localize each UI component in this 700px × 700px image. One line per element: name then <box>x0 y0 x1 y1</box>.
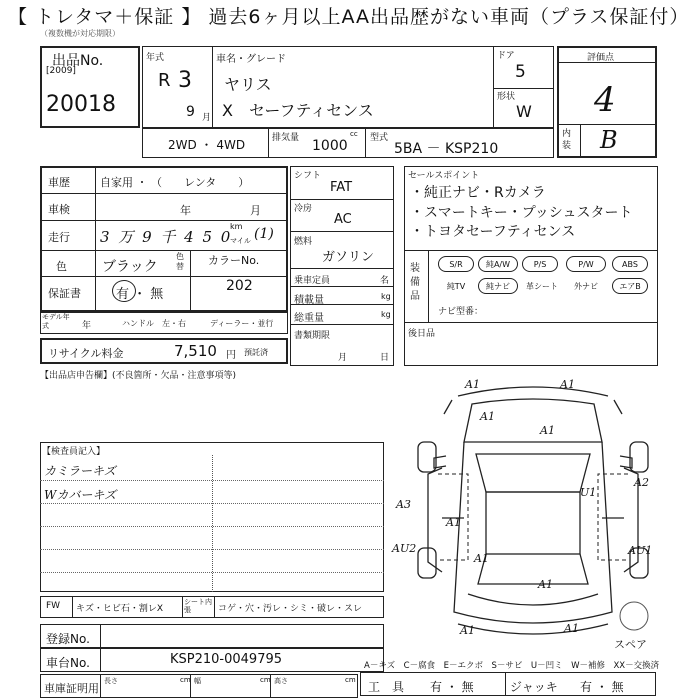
year-era: R <box>158 70 171 91</box>
model-year-year: 年 <box>82 321 92 331</box>
jack-value: 有 ・ 無 <box>580 680 624 694</box>
wheel-front-right <box>630 442 648 472</box>
ac-value: AC <box>334 212 352 227</box>
recycle-value: 7,510 <box>174 342 217 360</box>
mark-8: U1 <box>580 486 597 499</box>
inspector-note-2: Wカバーキズ <box>44 488 117 502</box>
equip-aw: 純A/W <box>478 256 518 272</box>
mark-10: AU1 <box>628 544 653 557</box>
body-outline <box>454 442 612 623</box>
notes-label: 【出品店申告欄】(不良箇所・欠品・注意事項等) <box>40 371 237 381</box>
car-name: ヤリス <box>224 75 272 94</box>
banner-title: 【 トレタマ＋保証 】 過去6ヶ月以上AA出品歴がない車両（プラス保証付） <box>8 6 690 28</box>
left-side <box>428 468 442 572</box>
warranty-label: 保証書 <box>48 287 81 300</box>
mark-11: A1 <box>474 552 489 565</box>
mark-12: A1 <box>538 578 553 591</box>
gross-unit: kg <box>381 310 391 319</box>
warranty-circle <box>112 280 136 302</box>
mark-3: A1 <box>480 410 495 423</box>
retrofit-label: 後日品 <box>408 329 436 339</box>
wheel-rear-left <box>418 548 436 578</box>
lot-number: 20018 <box>46 92 116 117</box>
cert-height-unit: cm <box>345 676 356 684</box>
equip-ext-navi: 外ナビ <box>574 282 598 291</box>
cert-width-unit: cm <box>260 676 271 684</box>
sales-point-1: ・純正ナビ・Rカメラ <box>410 185 546 201</box>
color-label: 色 <box>56 260 67 273</box>
color-value: ブラック <box>102 259 158 275</box>
chassis-label: 車台No. <box>46 656 90 670</box>
seat-value: コゲ・穴・汚レ・シミ・破レ・スレ <box>218 604 363 614</box>
equip-ps: P/S <box>522 256 558 272</box>
equip-sr: S/R <box>438 256 474 272</box>
inspection-label: 車検 <box>48 203 70 216</box>
shift-label: シフト <box>294 171 322 181</box>
mileage-note: (1) <box>254 226 274 242</box>
spare-tire-icon <box>620 602 648 630</box>
displacement-value: 1000 <box>312 138 348 154</box>
doc-label: 書類期限 <box>294 331 331 341</box>
mark-5: A3 <box>396 498 411 511</box>
shape-value: W <box>516 102 532 121</box>
color-change-label: 色替 <box>176 252 184 271</box>
mileage-label: 走行 <box>48 231 70 244</box>
mark-2: A1 <box>560 378 575 391</box>
year-month-unit: 月 <box>202 113 212 123</box>
car-label: 車名・グレード <box>216 54 286 65</box>
cert-label: 車庫証明用 <box>44 682 99 695</box>
inspector-label: 【検査員記入】 <box>42 447 106 457</box>
sales-point-2: ・スマートキー・プッシュスタート <box>410 205 633 221</box>
lot-label: 出品No. <box>52 53 104 69</box>
fw-label: FW <box>46 601 61 611</box>
equip-tv: 純TV <box>446 282 466 291</box>
roof <box>486 492 580 554</box>
gross-label: 総重量 <box>294 313 324 324</box>
equip-leather: 革シート <box>526 282 558 291</box>
fw-value: キズ・ヒビ石・割レX <box>76 604 163 614</box>
recycle-unit: 円 <box>226 350 236 361</box>
chassis-value: KSP210-0049795 <box>170 652 283 667</box>
inspection-month: 月 <box>250 204 261 217</box>
shape-label: 形状 <box>497 92 516 102</box>
lot-box <box>40 46 140 128</box>
mark-14: A1 <box>564 622 579 635</box>
legend: A－キズ C－腐食 E－エクボ S－サビ U－凹ミ W－補修 XX－交換済 <box>364 661 660 671</box>
load-label: 積載量 <box>294 295 324 306</box>
model-year-label: モデル年式 <box>42 313 70 330</box>
doors-value: 5 <box>515 62 526 82</box>
tools-value: 有 ・ 無 <box>430 680 474 694</box>
drive-value: 2WD ・ 4WD <box>168 138 246 152</box>
fuel-label: 燃料 <box>294 237 313 247</box>
model-value: 5BA － KSP210 <box>394 141 499 157</box>
shift-value: FAT <box>330 180 353 195</box>
mileage-unit-km: km <box>230 222 243 231</box>
mileage-unit-mile: マイル <box>230 237 251 245</box>
equip-pw: P/W <box>566 256 606 272</box>
model-label: 型式 <box>370 133 389 143</box>
capacity-label: 乗車定員 <box>294 276 331 286</box>
sales-points-label: セールスポイント <box>408 171 480 181</box>
cert-len: 長さ <box>104 677 118 685</box>
equip-airbag: エアB <box>612 278 648 294</box>
inspector-note-1: カミラーキズ <box>44 464 116 478</box>
model-year-handle: ハンドル 左・右 <box>122 319 186 328</box>
mark-6: A2 <box>634 476 649 489</box>
cert-width: 幅 <box>194 677 201 685</box>
recycle-note: 預託済 <box>244 348 268 357</box>
reg-row <box>40 624 384 648</box>
doc-day: 日 <box>380 353 390 363</box>
mark-7: A1 <box>446 516 461 529</box>
equip-navi: 純ナビ <box>478 278 518 294</box>
spare-label: スペア <box>614 638 647 651</box>
mark-1: A1 <box>465 378 480 391</box>
rear-window <box>478 554 588 584</box>
mark-13: A1 <box>460 624 475 637</box>
mileage-value: 3 万 9 千 4 5 0 <box>100 228 233 246</box>
lot-stamp: [2009] <box>46 66 76 76</box>
tools-label: 工 具 <box>368 680 405 694</box>
rear-bumper <box>458 624 608 634</box>
ac-label: 冷房 <box>294 204 313 214</box>
mark-4: A1 <box>540 424 555 437</box>
score-label: 評価点 <box>587 53 615 63</box>
equip-abs: ABS <box>612 256 648 272</box>
car-diagram <box>388 372 678 650</box>
car-grade: X セーフティセンス <box>222 101 374 120</box>
interior-label: 内装 <box>562 129 572 151</box>
displacement-unit: cc <box>350 130 358 138</box>
doc-month: 月 <box>338 353 348 363</box>
seat-label: シート内張 <box>184 598 212 614</box>
interior-value: B <box>600 126 618 154</box>
cert-height: 高さ <box>274 677 288 685</box>
inspection-year: 年 <box>180 204 191 217</box>
recycle-label: リサイクル料金 <box>48 347 124 360</box>
front-bumper <box>458 387 608 396</box>
year-month: 9 <box>186 104 195 120</box>
color-no-value: 202 <box>226 278 253 294</box>
fuel-value: ガソリン <box>322 250 375 265</box>
jack-label: ジャッキ <box>510 680 558 694</box>
mark-9: AU2 <box>392 542 417 555</box>
sales-point-3: ・トヨタセーフティセンス <box>410 224 576 240</box>
score-value: 4 <box>594 80 616 120</box>
wheel-front-left <box>418 442 436 472</box>
displacement-label: 排気量 <box>272 133 300 143</box>
history-label: 車歴 <box>48 176 70 189</box>
year-label: 年式 <box>146 53 165 63</box>
color-no-label: カラーNo. <box>208 254 260 267</box>
warranty-value: 有 ・ 無 <box>116 287 164 302</box>
load-unit: kg <box>381 292 391 301</box>
equipment-label: 装備品 <box>410 263 420 302</box>
sub-header: （複数機が対応期限） <box>40 29 120 38</box>
navi-label: ナビ型番： <box>438 307 484 317</box>
year-value: 3 <box>178 68 192 93</box>
reg-label: 登録No. <box>46 632 90 646</box>
history-value: 自家用 ・ （ レンタ ） <box>100 176 250 189</box>
windshield <box>476 454 590 492</box>
model-year-dealer: ディーラー・並行 <box>210 319 274 328</box>
capacity-unit: 名 <box>380 276 390 286</box>
doors-label: ドア <box>497 51 515 61</box>
cert-len-unit: cm <box>180 676 191 684</box>
